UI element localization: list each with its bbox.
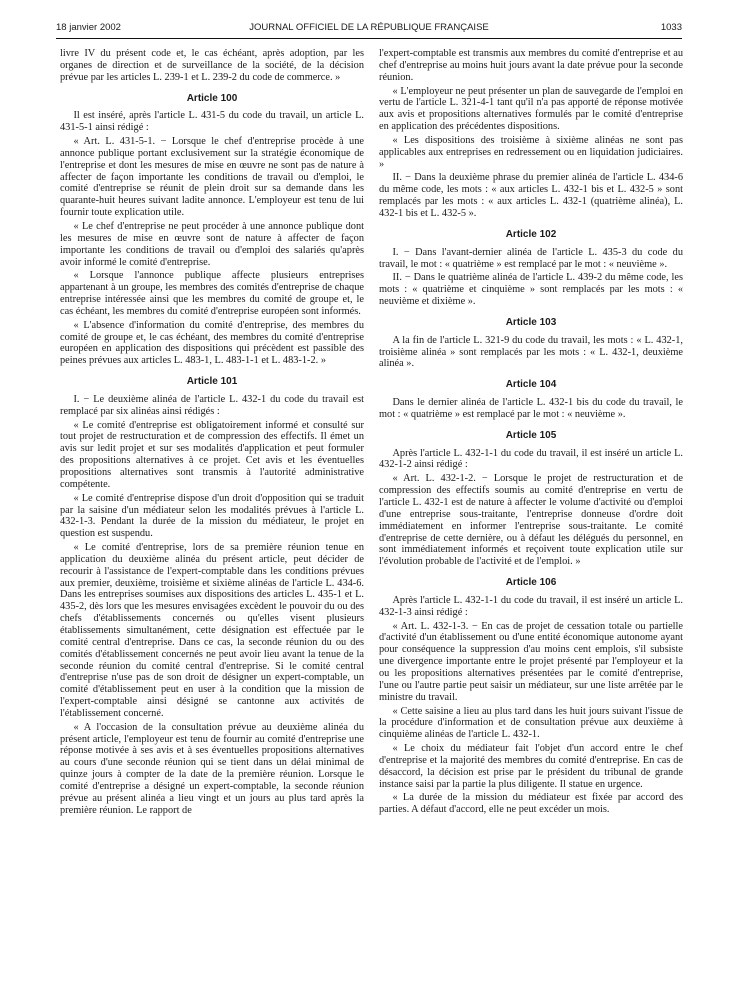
journal-title: JOURNAL OFFICIEL DE LA RÉPUBLIQUE FRANÇAISE <box>249 22 489 33</box>
header-date: 18 janvier 2002 <box>56 22 121 33</box>
right-column <box>379 48 683 818</box>
article-heading: Article 103 <box>505 316 557 328</box>
paragraph: « La durée de la mission du médiateur est fixée par accord des parties. A défaut d'accord, elle ne peut excéder un mois. <box>379 792 683 816</box>
paragraph: l'expert-comptable est transmis aux membres du comité d'entreprise et au chef d'entreprise au moins huit jours avant la date prévue pour la seconde réunion. <box>379 48 683 83</box>
paragraph: « A l'occasion de la consultation prévue au deuxième alinéa du présent article, l'employeur est tenu de fournir au comité d'entreprise une réponse motivée à ses avis et à ses éventuelles propositions alternatives au cours d'une seconde réunion qui se tient dans un délai minimal de quinze jours à compter de la date de la première réunion. Lorsque le comité d'entreprise a désigné un expert-comptable, la seconde réunion prévue au présent alinéa a lieu vingt et un jours au plus tard après la première réunion. Le rapport de <box>60 721 364 816</box>
paragraph: « Le comité d'entreprise dispose d'un droit d'opposition qui se traduit par la saisine d'un médiateur selon les modalités prévues à l'article L. 432-1-3. Pendant la durée de la mission du médiateur, le projet en question est suspendu. <box>60 492 364 540</box>
paragraph: I. − Dans l'avant-dernier alinéa de l'article L. 435-3 du code du travail, le mot : « quatrième » est remplacé par le mot : « neuvième ». <box>379 246 683 270</box>
article-heading: Article 105 <box>505 429 557 441</box>
paragraph: II. − Dans la deuxième phrase du premier alinéa de l'article L. 434-6 du même code, les mots : « aux articles L. 432-1 bis et L. 432-5 » sont remplacés par les mots : « aux articles L. 432-1 (quatrième alinéa), L. 432-1 bis et L. 432-5 ». <box>379 172 683 219</box>
paragraph: « L'absence d'information du comité d'entreprise, des membres du comité de groupe et, le cas échéant, des membres du comité d'entreprise européen en application des dispositions qui précèdent est passible des peines prévues aux articles L. 483-1, L. 483-1-1 et L. 483-1-2. » <box>60 319 364 367</box>
page-header <box>56 22 682 36</box>
article-heading: Article 101 <box>186 376 238 388</box>
left-column <box>60 48 364 818</box>
paragraph: « Art. L. 431-5-1. − Lorsque le chef d'entreprise procède à une annonce publique portant exclusivement sur la stratégie économique de l'entreprise et dont les mesures de mise en œuvre ne sont pas de nature à affecter de façon importante les conditions de travail ou d'emploi, le comité d'entreprise se réunit de plein droit sur sa demande dans les quarante-huit heures suivant ladite annonce. L'employeur est tenu de lui fournir toute explication utile. <box>60 136 364 219</box>
paragraph: Il est inséré, après l'article L. 431-5 du code du travail, un article L. 431-5-1 ainsi rédigé : <box>60 110 364 134</box>
paragraph: « Art. L. 432-1-3. − En cas de projet de cessation totale ou partielle d'activité d'un établissement ou d'une entité économique autonome ayant pour conséquence la suppression d'au moins cent emplois, s'il subsiste une divergence importante entre le projet présenté par l'employeur et la ou les propositions alternatives présentées par le comité d'entreprise, l'une ou l'autre partie peut saisir un médiateur, sur une liste arrêtée par le ministre du travail. <box>379 620 683 703</box>
paragraph: « Cette saisine a lieu au plus tard dans les huit jours suivant l'issue de la procédure d'information et de consultation prévue aux deuxième à cinquième alinéas de l'article L. 432-1. <box>379 705 683 741</box>
article-heading: Article 104 <box>505 379 557 391</box>
paragraph: « Lorsque l'annonce publique affecte plusieurs entreprises appartenant à un groupe, les membres des comités d'entreprise de chaque entreprise intéressée ainsi que les membres du comité de groupe et, le cas échéant, les membres du comité d'entreprise européen sont informés. <box>60 270 364 317</box>
page-number: 1033 <box>660 22 682 33</box>
header-rule <box>56 38 682 39</box>
paragraph: Après l'article L. 432-1-1 du code du travail, il est inséré un article L. 432-1-3 ainsi rédigé : <box>379 594 683 618</box>
paragraph: I. − Le deuxième alinéa de l'article L. 432-1 du code du travail est remplacé par six alinéas ainsi rédigés : <box>60 393 364 417</box>
paragraph: « Art. L. 432-1-2. − Lorsque le projet de restructuration et de compression des effectifs soumis au comité d'entreprise en vertu de l'article L. 432-1 est de nature à affecter le volume d'activité ou d'emploi d'une entreprise sous-traitante, l'entreprise donneuse d'ordre doit immédiatement en informer l'entreprise sous-traitante. Le comité d'entreprise de cette dernière, ou à défaut les délégués du personnel, en sont immédiatement informés et reçoivent toute explication utile sur l'évolution probable de l'activité et de l'emploi. » <box>379 473 683 568</box>
paragraph: « Le comité d'entreprise, lors de sa première réunion tenue en application du deuxième alinéa du présent article, peut décider de recourir à l'assistance de l'expert-comptable dans les conditions prévues aux premier, deuxième, troisième et sixième alinéas de l'article L. 434-6. Dans les entreprises soumises aux dispositions des articles L. 435-1 et L. 435-2, dès lors que les mesures envisagées excèdent le pouvoir du ou des chefs d'établissements concernés ou qu'elles visent plusieurs établissements simultanément, cette désignation est effectuée par le comité central d'entreprise. Dans ce cas, la seconde réunion du ou des comités d'établissement concernés ne peut avoir lieu avant la tenue de la seconde réunion du comité central d'entreprise. Si le comité central d'entreprise n'use pas de son droit de désigner un expert-comptable, un comité d'établissement peut en user à la condition que la mission de l'expert-comptable ainsi désigné se cantonne aux activités de l'établissement concerné. <box>60 542 364 719</box>
article-heading: Article 106 <box>505 577 557 589</box>
paragraph: Après l'article L. 432-1-1 du code du travail, il est inséré un article L. 432-1-2 ainsi rédigé : <box>379 447 683 471</box>
article-heading: Article 100 <box>186 92 238 104</box>
paragraph: « Le comité d'entreprise est obligatoirement informé et consulté sur tout projet de restructuration et de compression des effectifs. Il émet un avis sur ledit projet et sur ses modalités d'application et peut formuler des propositions alternatives à ce projet. Cet avis et les éventuelles propositions alternatives sont transmis à l'autorité administrative compétente. <box>60 419 364 490</box>
paragraph: « Le choix du médiateur fait l'objet d'un accord entre le chef d'entreprise et la majorité des membres du comité d'entreprise. En cas de désaccord, la décision est prise par le président du tribunal de grande instance saisi par la partie la plus diligente. Il statue en urgence. <box>379 743 683 790</box>
paragraph: « Le chef d'entreprise ne peut procéder à une annonce publique dont les mesures de mise en œuvre sont de nature à affecter de façon importante les conditions de travail ou d'emploi des salariés qu'après avoir informé le comité d'entreprise. <box>60 220 364 268</box>
paragraph: A la fin de l'article L. 321-9 du code du travail, les mots : « L. 432-1, troisième alinéa » sont remplacés par les mots : « L. 432-1, deuxième alinéa ». <box>379 334 683 370</box>
article-heading: Article 102 <box>505 228 557 240</box>
paragraph: II. − Dans le quatrième alinéa de l'article L. 439-2 du même code, les mots : « quatrième et cinquième » sont remplacés par les mots : « neuvième et dixième ». <box>379 272 683 308</box>
paragraph: Dans le dernier alinéa de l'article L. 432-1 bis du code du travail, le mot : « quatrième » est remplacé par le mot : « neuvième ». <box>379 397 683 420</box>
paragraph: « L'employeur ne peut présenter un plan de sauvegarde de l'emploi en vertu de l'article L. 321-4-1 tant qu'il n'a pas apporté de réponse motivée aux avis et propositions alternatives formulés par le comité d'entreprise en application des précédentes dispositions. <box>379 85 683 133</box>
paragraph: livre IV du présent code et, le cas échéant, après adoption, par les organes de direction et de surveillance de la société, de la décision prévue par les articles L. 239-1 et L. 239-2 du code de commerce. » <box>60 48 364 83</box>
paragraph: « Les dispositions des troisième à sixième alinéas ne sont pas applicables aux entreprises en redressement ou en liquidation judiciaires. » <box>379 134 683 170</box>
